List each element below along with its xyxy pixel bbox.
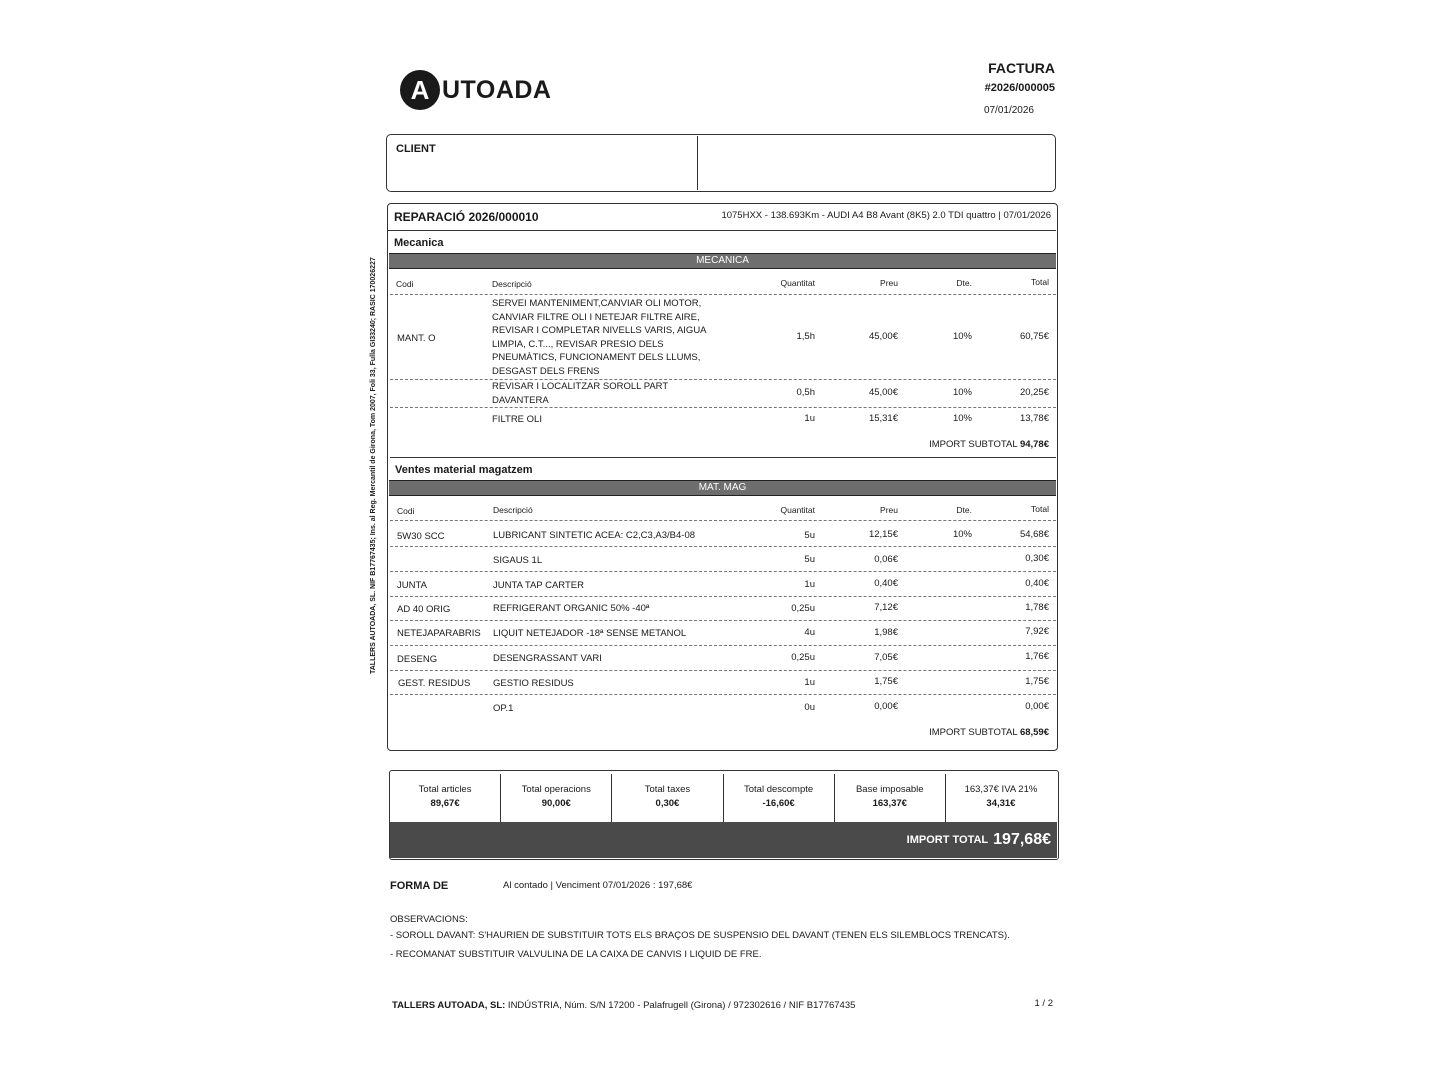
table-row-qty: 4u bbox=[804, 627, 815, 638]
table-row-qty: 1u bbox=[804, 579, 815, 590]
table-row-desc: FILTRE OLI bbox=[492, 414, 542, 425]
row-divider bbox=[390, 694, 1056, 695]
row-divider bbox=[390, 520, 1056, 521]
table-row-desc: SIGAUS 1L bbox=[493, 555, 543, 566]
table-row-total: 1,78€ bbox=[1025, 602, 1049, 613]
table-row-code: DESENG bbox=[397, 654, 438, 665]
col-header-total: Total bbox=[1031, 504, 1049, 514]
client-box bbox=[386, 134, 1056, 192]
total-articles bbox=[390, 774, 501, 822]
table-row-price: 45,00€ bbox=[868, 387, 898, 398]
logo-letter: A bbox=[400, 70, 440, 110]
row-divider bbox=[390, 645, 1056, 646]
table-row-code: MANT. O bbox=[397, 333, 436, 344]
col-header-discount: Dte. bbox=[956, 278, 972, 288]
total-label: Base imposable bbox=[855, 784, 924, 795]
table-row-desc: REFRIGERANT ORGANIC 50% -40ª bbox=[493, 603, 650, 614]
table-row-desc: LUBRICANT SINTETIC ACEA: C2,C3,A3/B4-08 bbox=[493, 530, 696, 541]
table-row-desc bbox=[492, 380, 732, 407]
desc-line: PNEUMÀTICS, FUNCIONAMENT DELS LLUMS, bbox=[492, 352, 701, 364]
table-row-qty: 0,5h bbox=[796, 387, 815, 398]
observation-line: - SOROLL DAVANT: S'HAURIEN DE SUBSTITUIR TOTS ELS BRAÇOS DE SUSPENSIO DEL DAVANT (TENEN ELS SILEMBLOCS TRENCATS). bbox=[390, 930, 1010, 941]
col-header-desc: Descripció bbox=[493, 505, 533, 515]
repair-title: REPARACIÓ 2026/000010 bbox=[394, 210, 539, 224]
invoice-number: #2026/000005 bbox=[984, 82, 1055, 94]
total-value: 163,37€ bbox=[872, 798, 907, 809]
footer-company-name: TALLERS AUTOADA, SL: bbox=[392, 1000, 506, 1011]
table-row-desc: JUNTA TAP CARTER bbox=[493, 580, 584, 591]
table-row-total: 13,78€ bbox=[1019, 413, 1049, 424]
section-bar: MECANICA bbox=[389, 253, 1056, 269]
table-row-total: 0,00€ bbox=[1025, 701, 1049, 712]
desc-line: DESGAST DELS FRENS bbox=[492, 365, 600, 377]
table-row-total: 1,75€ bbox=[1025, 676, 1049, 687]
col-header-qty: Quantitat bbox=[780, 278, 815, 288]
table-row-price: 45,00€ bbox=[868, 331, 898, 342]
table-row-desc: GESTIO RESIDUS bbox=[493, 678, 574, 689]
subtotal-label: IMPORT SUBTOTAL bbox=[929, 727, 1018, 738]
col-header-code: Codi bbox=[396, 279, 414, 289]
table-row-qty: 1,5h bbox=[796, 331, 815, 342]
table-row-price: 1,98€ bbox=[874, 627, 898, 638]
table-row-price: 0,06€ bbox=[874, 554, 898, 565]
table-row-total: 20,25€ bbox=[1019, 387, 1049, 398]
table-row-price: 15,31€ bbox=[868, 413, 898, 424]
divider bbox=[390, 457, 1056, 458]
row-divider bbox=[390, 407, 1056, 408]
table-row-discount: 10% bbox=[952, 387, 972, 398]
vehicle-info: 1075HXX - 138.693Km - AUDI A4 B8 Avant (8K5) 2.0 TDI quattro | 07/01/2026 bbox=[721, 210, 1051, 221]
section-subtotal bbox=[850, 439, 1049, 450]
table-row-qty: 5u bbox=[804, 554, 815, 565]
table-row-qty: 0u bbox=[804, 702, 815, 713]
observations-label: OBSERVACIONS: bbox=[390, 914, 468, 925]
desc-line: REVISAR I LOCALITZAR SOROLL PART bbox=[492, 381, 669, 392]
grand-total-label: IMPORT TOTAL bbox=[906, 834, 989, 846]
observation-line: - RECOMANAT SUBSTITUIR VALVULINA DE LA CAIXA DE CANVIS I LIQUID DE FRE. bbox=[390, 949, 762, 960]
total-value: 34,31€ bbox=[986, 798, 1016, 809]
total-discount bbox=[724, 774, 835, 822]
row-divider bbox=[390, 670, 1056, 671]
table-row-total: 54,68€ bbox=[1019, 529, 1049, 540]
section-bar: MAT. MAG bbox=[389, 480, 1056, 496]
footer-company bbox=[392, 1000, 855, 1011]
table-row-total: 0,40€ bbox=[1025, 578, 1049, 589]
table-row-total: 7,92€ bbox=[1025, 626, 1049, 637]
table-row-price: 1,75€ bbox=[874, 676, 898, 687]
totals-row bbox=[390, 774, 1056, 822]
payment-text: Al contado | Venciment 07/01/2026 : 197,68€ bbox=[503, 880, 693, 891]
row-divider bbox=[390, 546, 1056, 547]
desc-line: REVISAR I COMPLETAR NIVELLS VARIS, AIGUA bbox=[492, 325, 707, 337]
table-row-price: 0,00€ bbox=[874, 701, 898, 712]
client-divider bbox=[697, 136, 698, 190]
table-row-qty: 5u bbox=[804, 530, 815, 541]
row-divider bbox=[390, 620, 1056, 621]
total-operations bbox=[501, 774, 612, 822]
table-row-price: 12,15€ bbox=[868, 529, 898, 540]
table-row-qty: 1u bbox=[804, 677, 815, 688]
col-header-code: Codi bbox=[397, 506, 415, 516]
total-value: 89,67€ bbox=[430, 798, 460, 809]
table-row-desc bbox=[492, 297, 732, 379]
total-taxes bbox=[612, 774, 723, 822]
table-row-code: JUNTA bbox=[397, 580, 427, 591]
document-type: FACTURA bbox=[988, 60, 1055, 76]
invoice-date: 07/01/2026 bbox=[983, 105, 1034, 116]
desc-line: DAVANTERA bbox=[492, 394, 549, 406]
subtotal-value: 68,59€ bbox=[1019, 727, 1049, 738]
total-value: 0,30€ bbox=[655, 798, 680, 809]
table-row-price: 7,05€ bbox=[874, 652, 898, 663]
row-divider bbox=[390, 294, 1056, 295]
legal-side-text: TALLERS AUTOADA, SL. NIF B17767435; Ins. al Reg. Mercantil de Girona, Tom 2007, Foli 33, Fulla GI33240; RASIC 170026227 bbox=[370, 257, 377, 674]
total-label: Total taxes bbox=[644, 784, 691, 795]
table-row-price: 0,40€ bbox=[874, 578, 898, 589]
table-row-discount: 10% bbox=[952, 331, 972, 342]
total-value: -16,60€ bbox=[762, 798, 795, 809]
table-row-code: AD 40 ORIG bbox=[397, 604, 451, 615]
table-row-qty: 0,25u bbox=[791, 652, 815, 663]
table-row-desc: LIQUIT NETEJADOR -18ª SENSE METANOL bbox=[493, 628, 687, 639]
payment-label: FORMA DE bbox=[390, 880, 449, 892]
table-row-code: 5W30 SCC bbox=[397, 531, 445, 542]
desc-line: LIMPIA, C.T..., REVISAR PRESIO DELS bbox=[492, 338, 664, 350]
table-row-total: 0,30€ bbox=[1025, 553, 1049, 564]
table-row-price: 7,12€ bbox=[874, 602, 898, 613]
desc-line: SERVEI MANTENIMENT,CANVIAR OLI MOTOR, bbox=[492, 298, 702, 309]
table-row-code: GEST. RESIDUS bbox=[398, 678, 471, 689]
company-logo bbox=[400, 68, 551, 112]
table-row-desc: OP.1 bbox=[493, 703, 514, 714]
row-divider bbox=[390, 571, 1056, 572]
col-header-desc: Descripció bbox=[492, 279, 532, 289]
table-row-code: NETEJAPARABRIS bbox=[397, 628, 481, 639]
divider bbox=[388, 230, 1056, 231]
vat-amount bbox=[946, 774, 1056, 822]
total-label: Total descompte bbox=[744, 784, 814, 795]
table-row-total: 60,75€ bbox=[1019, 331, 1049, 342]
total-value: 90,00€ bbox=[541, 798, 571, 809]
section-title: Mecanica bbox=[394, 237, 444, 249]
table-row-total: 1,76€ bbox=[1025, 651, 1049, 662]
row-divider bbox=[390, 596, 1056, 597]
table-row-qty: 1u bbox=[804, 413, 815, 424]
table-row-desc: DESENGRASSANT VARI bbox=[493, 653, 602, 664]
total-label: Total operacions bbox=[521, 784, 591, 795]
page-number: 1 / 2 bbox=[1034, 998, 1053, 1009]
subtotal-value: 94,78€ bbox=[1019, 439, 1049, 450]
grand-total-value: 197,68€ bbox=[993, 831, 1051, 848]
col-header-price: Preu bbox=[880, 278, 898, 288]
client-label: CLIENT bbox=[396, 143, 436, 155]
table-row-qty: 0,25u bbox=[791, 603, 815, 614]
col-header-price: Preu bbox=[880, 505, 898, 515]
total-label: Total articles bbox=[418, 784, 472, 795]
tax-base bbox=[835, 774, 946, 822]
logo-text: UTOADA bbox=[442, 75, 552, 104]
table-row-discount: 10% bbox=[952, 413, 972, 424]
col-header-qty: Quantitat bbox=[780, 505, 815, 515]
subtotal-label: IMPORT SUBTOTAL bbox=[929, 439, 1018, 450]
section-title: Ventes material magatzem bbox=[395, 464, 533, 476]
grand-total-bar bbox=[390, 822, 1057, 858]
desc-line: CANVIAR FILTRE OLI I NETEJAR FILTRE AIRE, bbox=[492, 311, 700, 323]
section-subtotal bbox=[850, 727, 1049, 738]
col-header-total: Total bbox=[1031, 277, 1049, 287]
col-header-discount: Dte. bbox=[956, 505, 972, 515]
table-row-discount: 10% bbox=[952, 529, 972, 540]
total-label: 163,37€ IVA 21% bbox=[964, 784, 1038, 795]
footer-address: INDÚSTRIA, Núm. S/N 17200 - Palafrugell (Girona) / 972302616 / NIF B17767435 bbox=[505, 1000, 856, 1011]
